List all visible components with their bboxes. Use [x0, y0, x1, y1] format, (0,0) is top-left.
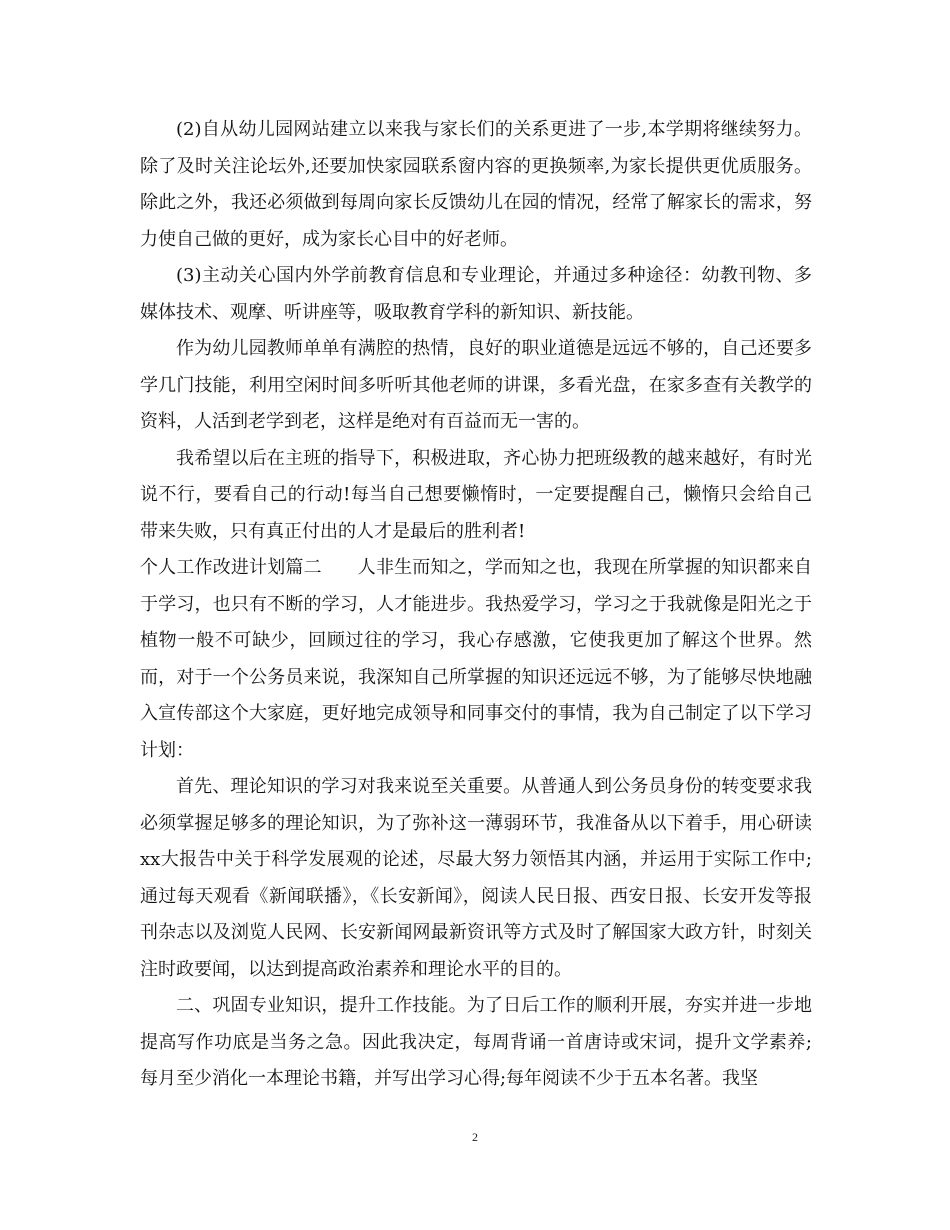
paragraph-teacher-skills: 作为幼儿园教师单单有满腔的热情，良好的职业道德是远远不够的，自己还要多学几门技能，利用空闲时间多听听其他老师的讲课，多看光盘，在家多查有关教学的资料，人活到老学到老，这样是绝对有百益而无一害的。: [140, 338, 812, 432]
paragraph-website-parents: (2)自从幼儿园网站建立以来我与家长们的关系更进了一步,本学期将继续努力。除了及时关注论坛外,还要加快家园联系窗内容的更换频率,为家长提供更优质服务。除此之外，我还必须做到每周向家长反馈幼儿在园的情况，经常了解家长的需求，努力使自己做的更好，成为家长心目中的好老师。: [140, 119, 812, 250]
page-number: 2: [472, 1130, 478, 1144]
document-body: [140, 112, 812, 1098]
paragraph-preschool-theory: (3)主动关心国内外学前教育信息和专业理论，并通过多种途径：幼教刊物、多媒体技术、观摩、听讲座等，吸取教育学科的新知识、新技能。: [140, 265, 812, 323]
section2-intro: 人非生而知之，学而知之也，我现在所掌握的知识都来自于学习，也只有不断的学习，人才能进步。我热爱学习，学习之于我就像是阳光之于植物一般不可缺少，回顾过往的学习，我心存感激，它使我更加了解这个世界。然而，对于一个公务员来说，我深知自己所掌握的知识还远远不够，为了能够尽快地融入宣传部这个大家庭，更好地完成领导和同事交付的事情，我为自己制定了以下学习计划：: [140, 557, 812, 761]
paragraph-theory-study: 首先、理论知识的学习对我来说至关重要。从普通人到公务员身份的转变要求我必须掌握足够多的理论知识，为了弥补这一薄弱环节，我准备从以下着手，用心研读xx大报告中关于科学发展观的论述，尽最大努力领悟其内涵，并运用于实际工作中;通过每天观看《新闻联播》，《长安新闻》，阅读人民日报、西安日报、长安开发等报刊杂志以及浏览人民网、长安新闻网最新资讯等方式及时了解国家大政方针，时刻关注时政要闻，以达到提高政治素养和理论水平的目的。: [140, 776, 812, 980]
paragraph-professional-skills: 二、巩固专业知识，提升工作技能。为了日后工作的顺利开展，夯实并进一步地提高写作功底是当务之急。因此我决定，每周背诵一首唐诗或宋词，提升文学素养;每月至少消化一本理论书籍，并写出学习心得;每年阅读不少于五本名著。我坚: [140, 995, 812, 1089]
section2-heading: 个人工作改进计划篇二: [140, 557, 322, 578]
section2-paragraph: [140, 550, 812, 769]
paragraph-hope: 我希望以后在主班的指导下，积极进取，齐心协力把班级教的越来越好，有时光说不行，要看自己的行动!每当自己想要懒惰时，一定要提醒自己，懒惰只会给自己带来失败，只有真正付出的人才是最后的胜利者!: [140, 447, 812, 542]
